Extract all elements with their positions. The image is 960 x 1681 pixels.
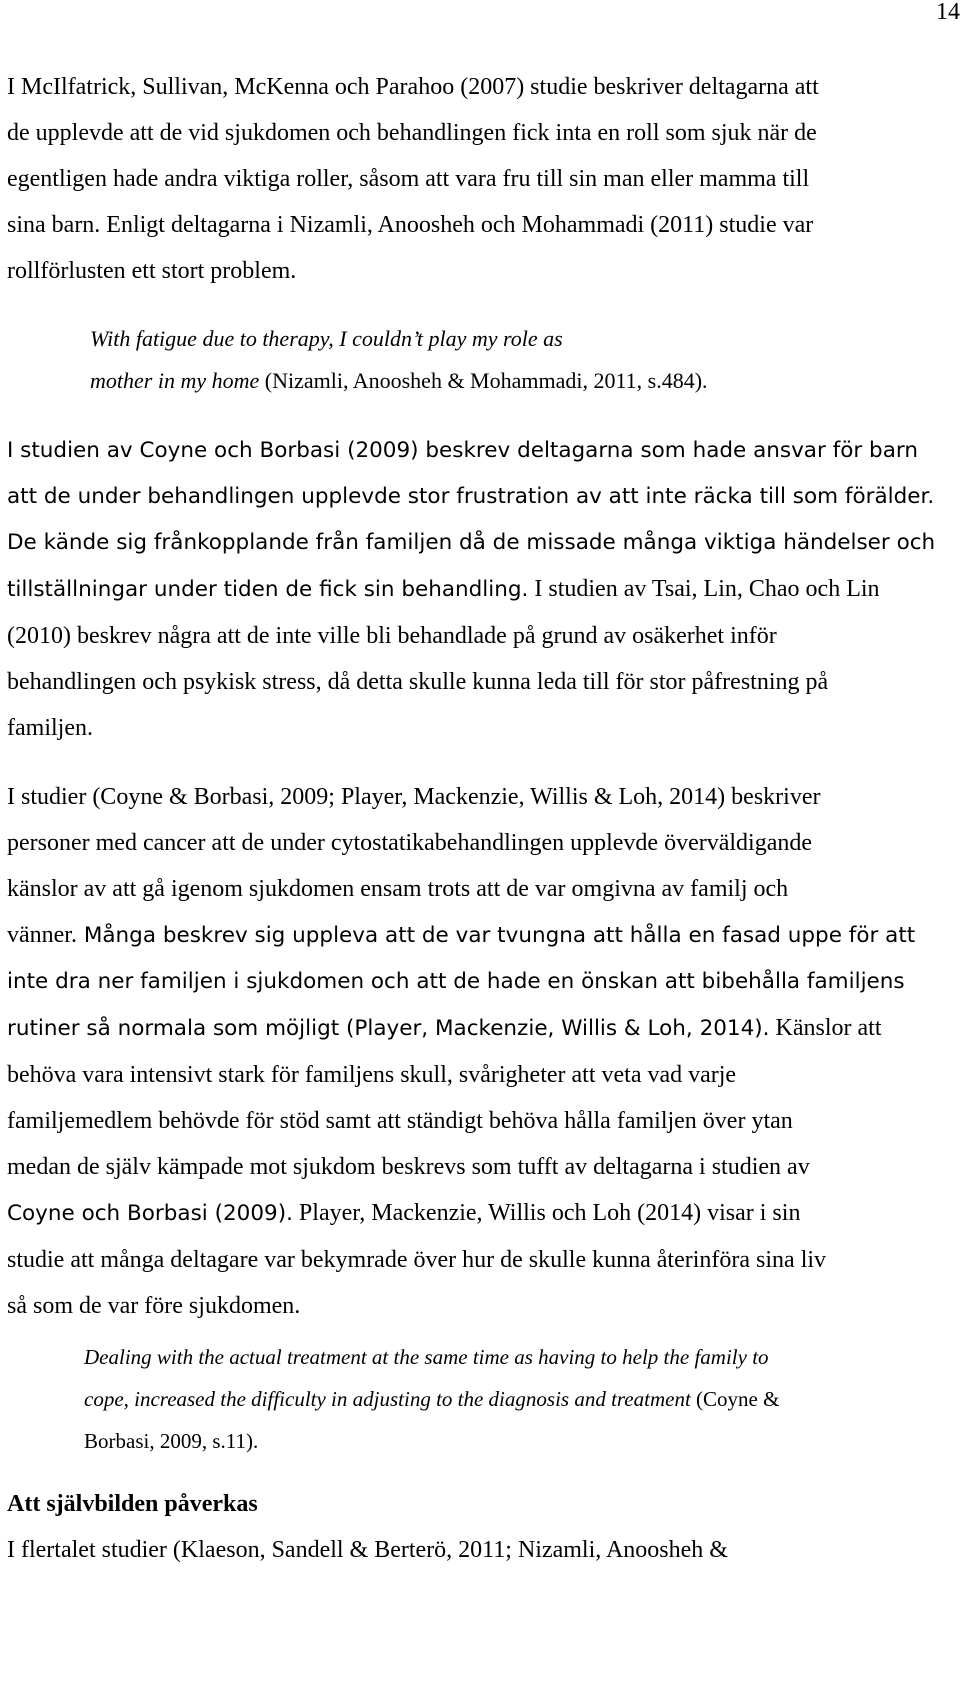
paragraph-2-line-4: tillställningar under tiden de fick sin behandling. <box>7 577 529 602</box>
paragraph-3-line-7: behöva vara intensivt stark för familjens skull, svårigheter att veta vad varje <box>7 1062 737 1088</box>
paragraph-3-line-2: personer med cancer att de under cytostatikabehandlingen upplevde överväldigande <box>7 830 813 856</box>
quote-2-citation-end: Borbasi, 2009, s.11). <box>84 1429 259 1453</box>
paragraph-1-line-3: egentligen hade andra viktiga roller, såsom att vara fru till sin man eller mamma till <box>7 166 810 192</box>
paragraph-3 <box>7 774 916 1329</box>
section-paragraph <box>7 1530 887 1570</box>
paragraph-3-line-8: familjemedlem behövde för stöd samt att ständigt behöva hålla familjen över ytan <box>7 1108 793 1134</box>
paragraph-3-line-4-start: vänner. <box>7 922 77 948</box>
paragraph-3-line-4-rest: Många beskrev sig uppleva att de var tvungna att hålla en fasad uppe för att <box>76 923 916 948</box>
page-number: 14 <box>936 0 960 25</box>
paragraph-1-line-4: sina barn. Enligt deltagarna i Nizamli, Anoosheh och Mohammadi (2011) studie var <box>7 212 814 238</box>
paragraph-2-line-2: att de under behandlingen upplevde stor frustration av att inte räcka till som förälder. <box>7 484 935 509</box>
paragraph-3-line-5: inte dra ner familjen i sjukdomen och att de hade en önskan att bibehålla familjens <box>7 969 905 994</box>
paragraph-3-line-6-rest: Känslor att <box>769 1015 882 1041</box>
paragraph-1-line-5: rollförlusten ett stort problem. <box>7 258 297 284</box>
paragraph-1-line-1: I McIlfatrick, Sullivan, McKenna och Parahoo (2007) studie beskriver deltagarna att <box>7 74 819 100</box>
quote-2-line-1: Dealing with the actual treatment at the same time as having to help the family to <box>84 1345 769 1369</box>
paragraph-3-line-12: så som de var före sjukdomen. <box>7 1293 301 1319</box>
paragraph-2-line-6: behandlingen och psykisk stress, då detta skulle kunna leda till för stor påfrestning på <box>7 669 829 695</box>
paragraph-3-line-10-start: Coyne och Borbasi (2009). <box>7 1201 293 1226</box>
paragraph-2-line-3: De kände sig frånkopplande från familjen då de missade många viktiga händelser och <box>7 530 936 555</box>
paragraph-1 <box>7 64 887 294</box>
quote-2-line-2: cope, increased the difficulty in adjusting to the diagnosis and treatment <box>84 1387 691 1411</box>
paragraph-2 <box>7 428 936 751</box>
paragraph-1-line-2: de upplevde att de vid sjukdomen och behandlingen fick inta en roll som sjuk när de <box>7 120 817 146</box>
quote-2-citation-start: (Coyne & <box>690 1387 780 1411</box>
section-paragraph-line-1: I flertalet studier (Klaeson, Sandell & Berterö, 2011; Nizamli, Anoosheh & <box>7 1537 728 1563</box>
paragraph-2-line-1: I studien av Coyne och Borbasi (2009) beskrev deltagarna som hade ansvar för barn <box>7 438 918 463</box>
paragraph-3-line-3: känslor av att gå igenom sjukdomen ensam trots att de var omgivna av familj och <box>7 876 789 902</box>
quote-1-citation: (Nizamli, Anoosheh & Mohammadi, 2011, s.484). <box>259 368 708 393</box>
paragraph-3-line-9: medan de själv kämpade mot sjukdom beskrevs som tufft av deltagarna i studien av <box>7 1154 810 1180</box>
paragraph-3-line-6-start: rutiner så normala som möjligt (Player, Mackenzie, Willis & Loh, 2014). <box>7 1016 770 1041</box>
section-heading: Att självbilden påverkas <box>7 1491 258 1517</box>
block-quote-2 <box>84 1336 779 1462</box>
quote-1-line-1: With fatigue due to therapy, I couldn’t play my role as <box>90 326 563 351</box>
paragraph-2-line-5: (2010) beskrev några att de inte ville bli behandlade på grund av osäkerhet inför <box>7 623 777 649</box>
paragraph-3-line-11: studie att många deltagare var bekymrade över hur de skulle kunna återinföra sina liv <box>7 1247 827 1273</box>
quote-1-line-2: mother in my home <box>90 368 260 393</box>
paragraph-3-line-10-rest: Player, Mackenzie, Willis och Loh (2014) visar i sin <box>292 1200 801 1226</box>
paragraph-3-line-1: I studier (Coyne & Borbasi, 2009; Player, Mackenzie, Willis & Loh, 2014) beskriver <box>7 784 821 810</box>
paragraph-2-line-4-tail: I studien av Tsai, Lin, Chao och Lin <box>528 576 880 602</box>
paragraph-2-line-7: familjen. <box>7 715 93 741</box>
block-quote-1 <box>90 318 708 402</box>
